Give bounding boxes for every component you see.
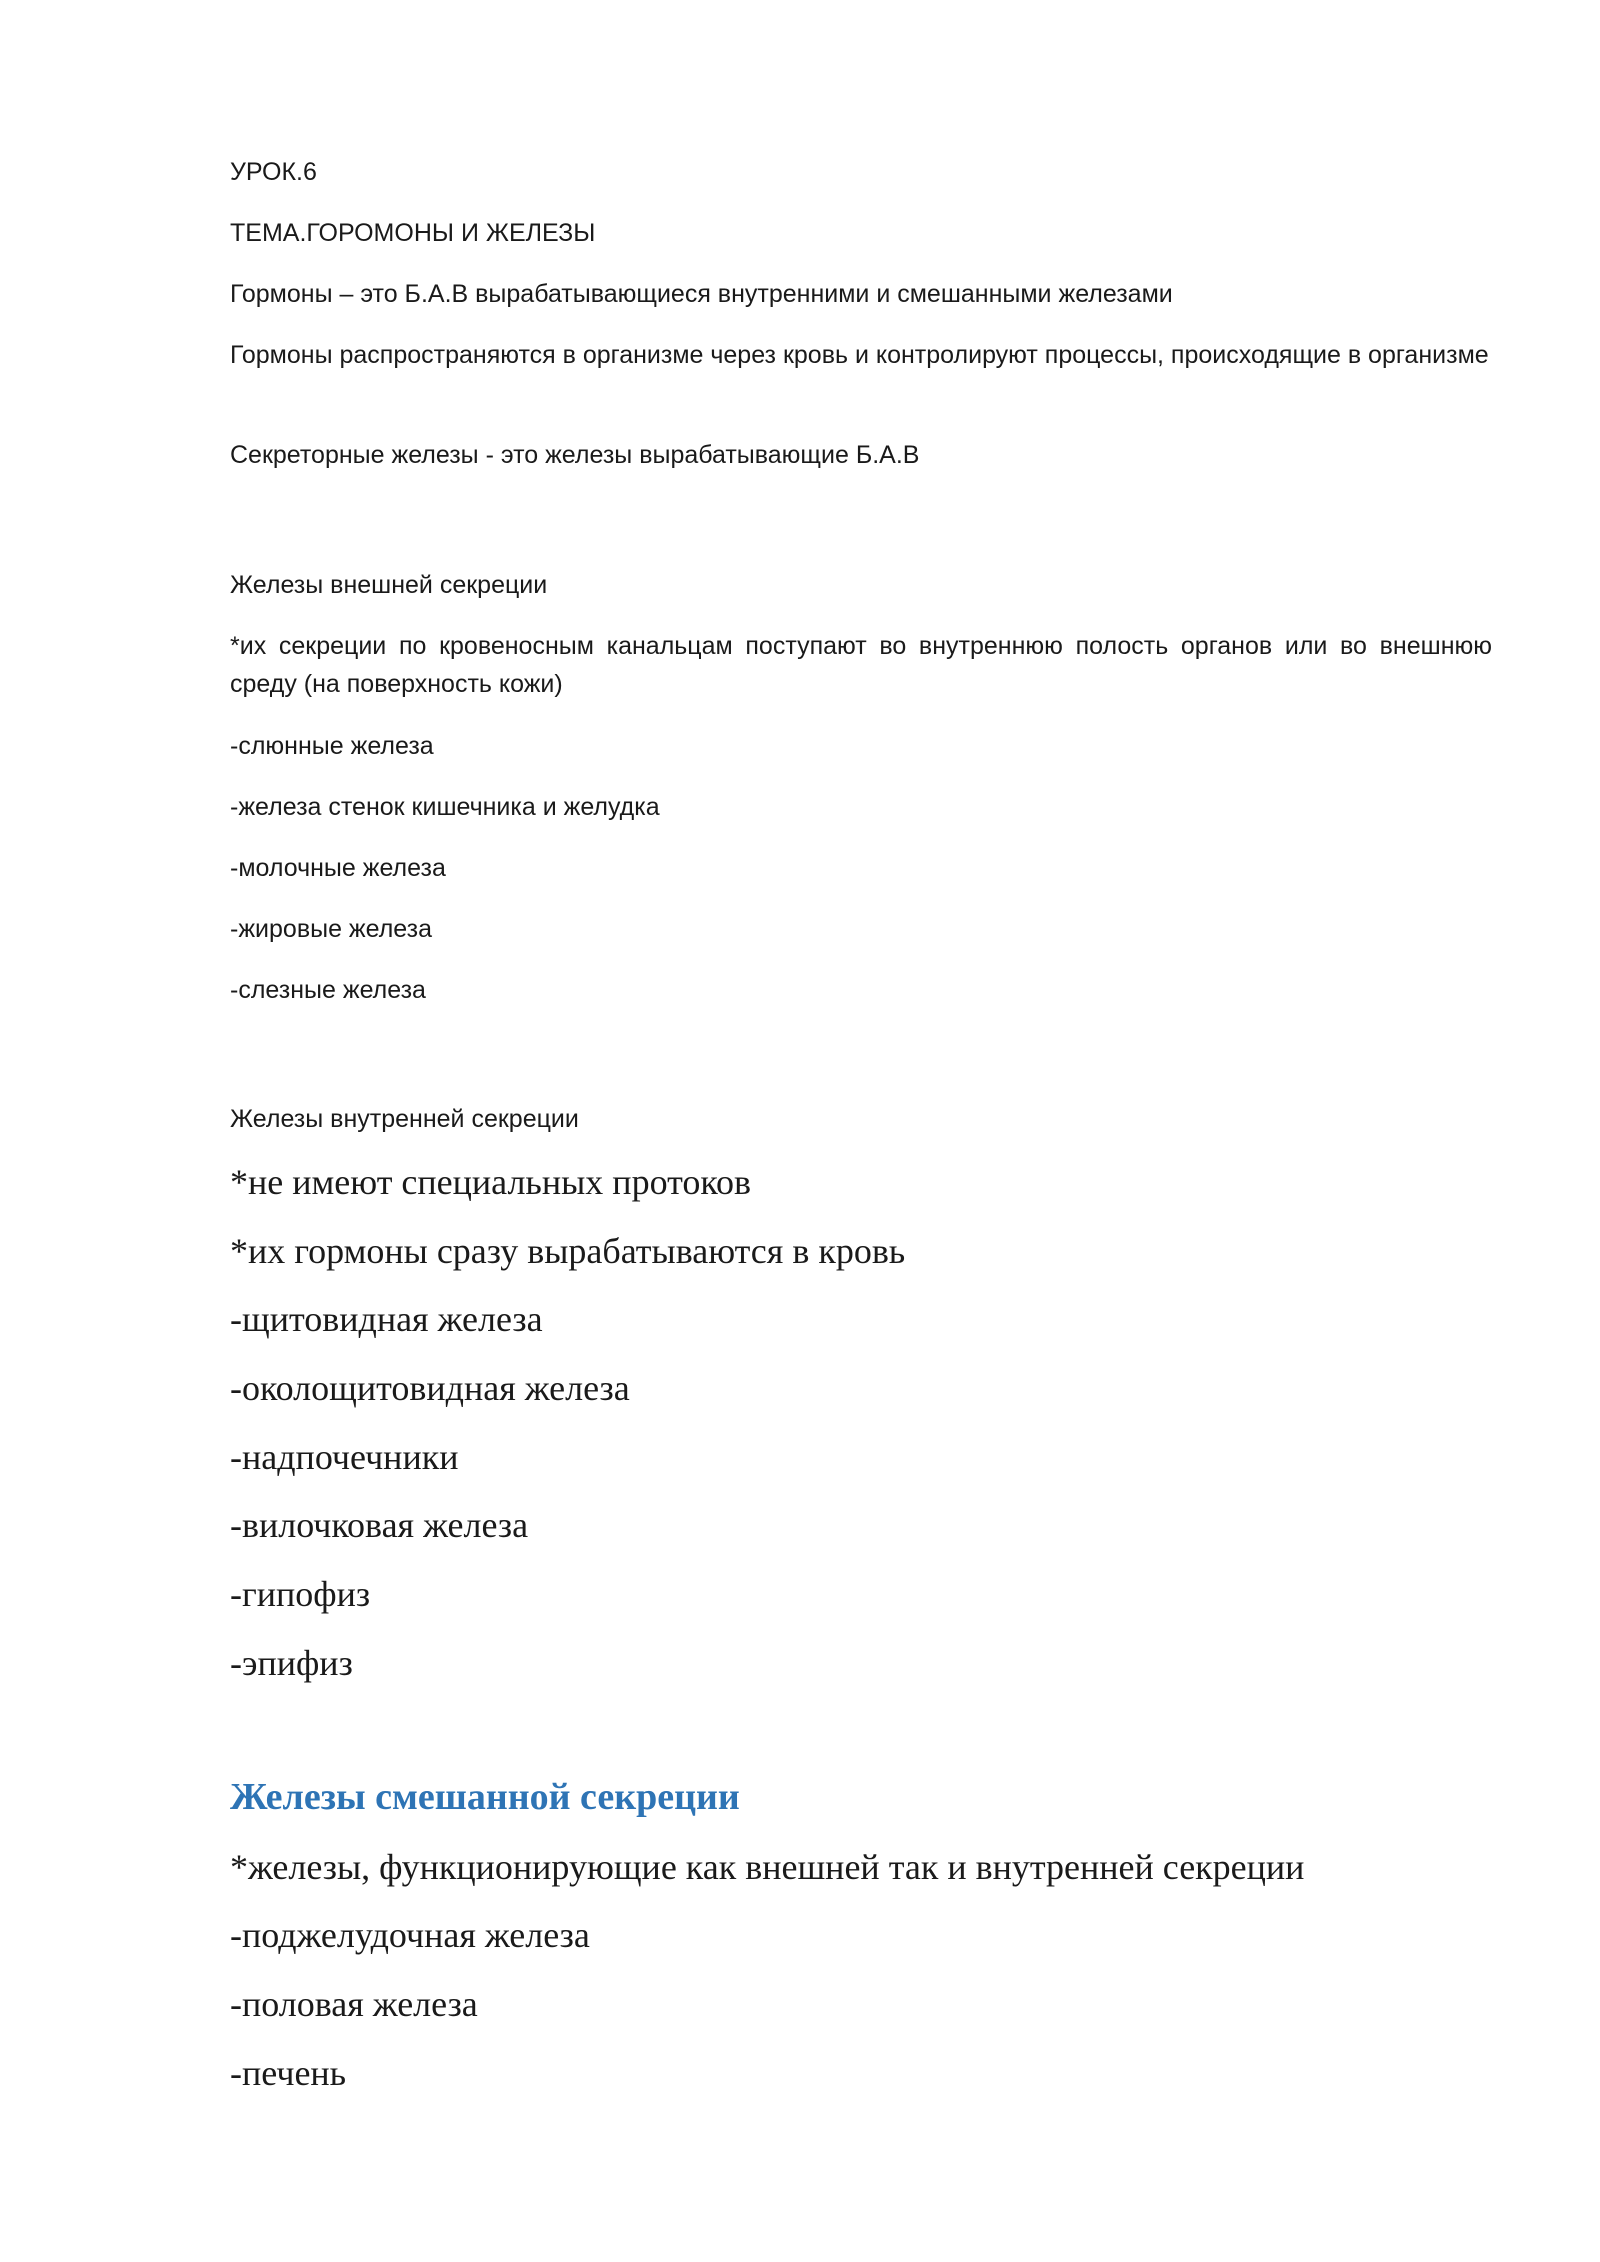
external-secretion-title: Железы внешней секреции: [230, 571, 548, 599]
lesson-number: УРОК.6: [230, 158, 317, 186]
mixed-gland-item: -поджелудочная железа: [230, 1915, 590, 1955]
internal-secretion-note: *не имеют специальных протоков: [230, 1162, 752, 1202]
external-secretion-description: *их секреции по кровеносным канальцам поступают во внутреннюю полость органов или во внешнюю среду (на поверхность кожи): [230, 632, 1492, 698]
hormones-distribution: Гормоны распространяются в организме через кровь и контролируют процессы, происходящие в организме: [230, 341, 1489, 369]
external-gland-item: -жировые железа: [230, 915, 433, 943]
internal-secretion-title: Железы внутренней секреции: [230, 1105, 579, 1133]
mixed-secretion-heading: Железы смешанной секреции: [230, 1776, 740, 1818]
mixed-secretion-note: *железы, функционирующие как внешней так и внутренней секреции: [230, 1847, 1305, 1887]
internal-gland-item: -гипофиз: [230, 1574, 371, 1614]
internal-gland-item: -щитовидная железа: [230, 1299, 543, 1339]
hormones-definition: Гормоны – это Б.А.В вырабатывающиеся внутренними и смешанными железами: [230, 280, 1173, 308]
lesson-topic: ТЕМА.ГОРОМОНЫ И ЖЕЛЕЗЫ: [230, 219, 596, 247]
internal-gland-item: -вилочковая железа: [230, 1505, 529, 1545]
mixed-gland-item: -печень: [230, 2053, 347, 2093]
external-gland-item: -молочные железа: [230, 854, 446, 882]
internal-gland-item: -околощитовидная железа: [230, 1368, 630, 1408]
internal-gland-item: -эпифиз: [230, 1643, 353, 1683]
external-gland-item: -слюнные железа: [230, 732, 434, 760]
external-gland-item: -слезные железа: [230, 976, 426, 1004]
external-gland-item: -железа стенок кишечника и желудка: [230, 793, 660, 821]
secretory-glands-definition: Секреторные железы - это железы вырабатывающие Б.А.В: [230, 441, 920, 469]
internal-secretion-note: *их гормоны сразу вырабатываются в кровь: [230, 1231, 906, 1271]
mixed-gland-item: -половая железа: [230, 1984, 478, 2024]
internal-gland-item: -надпочечники: [230, 1437, 459, 1477]
